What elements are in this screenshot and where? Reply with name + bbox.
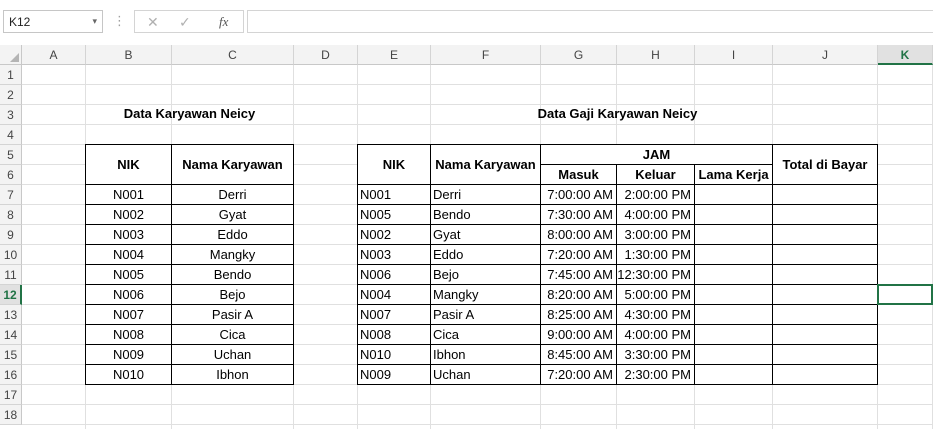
row-header-9[interactable]: 9 <box>0 225 22 245</box>
table2-cell-nama[interactable]: Ibhon <box>430 344 541 365</box>
table2-cell-lama-kerja[interactable] <box>694 264 773 285</box>
gridline-horizontal <box>22 84 933 85</box>
column-header-a[interactable]: A <box>22 45 86 65</box>
table1-cell-nama[interactable]: Uchan <box>171 344 294 365</box>
table2-cell-keluar[interactable]: 3:00:00 PM <box>616 224 695 245</box>
table2-header-nama[interactable]: Nama Karyawan <box>430 144 541 185</box>
table2-cell-lama-kerja[interactable] <box>694 204 773 225</box>
column-header-h[interactable]: H <box>617 45 695 65</box>
table2-cell-lama-kerja[interactable] <box>694 344 773 365</box>
table2-cell-lama-kerja[interactable] <box>694 304 773 325</box>
table2-cell-nama[interactable]: Gyat <box>430 224 541 245</box>
table2-cell-total[interactable] <box>772 344 878 365</box>
table2-cell-keluar[interactable]: 3:30:00 PM <box>616 344 695 365</box>
table1-header-nama[interactable]: Nama Karyawan <box>171 144 294 185</box>
table2-cell-masuk[interactable]: 9:00:00 AM <box>540 324 617 345</box>
table2-cell-nama[interactable]: Bendo <box>430 204 541 225</box>
table2-cell-nama[interactable]: Cica <box>430 324 541 345</box>
table2-cell-keluar[interactable]: 5:00:00 PM <box>616 284 695 305</box>
table2-cell-keluar[interactable]: 4:00:00 PM <box>616 324 695 345</box>
row-header-5[interactable]: 5 <box>0 145 22 165</box>
table2-cell-nik[interactable]: N004 <box>357 284 431 305</box>
table1-cell-nama[interactable]: Derri <box>171 184 294 205</box>
table1-cell-nama[interactable]: Eddo <box>171 224 294 245</box>
table2-cell-keluar[interactable]: 12:30:00 PM <box>616 264 695 285</box>
gridline-horizontal <box>22 404 933 405</box>
select-all-button[interactable] <box>0 45 22 65</box>
table1-cell-nik[interactable]: N001 <box>85 184 172 205</box>
table2-cell-masuk[interactable]: 7:30:00 AM <box>540 204 617 225</box>
column-header-c[interactable]: C <box>172 45 294 65</box>
select-all-icon <box>10 53 19 62</box>
table2-header-nik[interactable]: NIK <box>357 144 431 185</box>
table2-cell-nama[interactable]: Uchan <box>430 364 541 385</box>
table1-title[interactable]: Data Karyawan Neicy <box>123 106 256 121</box>
name-box[interactable] <box>3 10 103 33</box>
active-cell-selection[interactable] <box>877 284 933 305</box>
table2-cell-nik[interactable]: N002 <box>357 224 431 245</box>
table1-cell-nik[interactable]: N009 <box>85 344 172 365</box>
table2-cell-lama-kerja[interactable] <box>694 224 773 245</box>
table1-cell-nik[interactable]: N010 <box>85 364 172 385</box>
cancel-icon[interactable]: ✕ <box>147 14 159 30</box>
gridline-horizontal <box>22 424 933 425</box>
row-header-10[interactable]: 10 <box>0 245 22 265</box>
table2-cell-total[interactable] <box>772 224 878 245</box>
row-header-4[interactable]: 4 <box>0 125 22 145</box>
table2-cell-nama[interactable]: Bejo <box>430 264 541 285</box>
row-header-8[interactable]: 8 <box>0 205 22 225</box>
column-header-b[interactable]: B <box>86 45 172 65</box>
column-header-d[interactable]: D <box>294 45 358 65</box>
table1-cell-nik[interactable]: N002 <box>85 204 172 225</box>
table2-cell-masuk[interactable]: 7:20:00 AM <box>540 364 617 385</box>
table2-cell-masuk[interactable]: 8:25:00 AM <box>540 304 617 325</box>
table1-cell-nama[interactable]: Pasir A <box>171 304 294 325</box>
table1-cell-nik[interactable]: N005 <box>85 264 172 285</box>
table1-cell-nama[interactable]: Bendo <box>171 264 294 285</box>
column-header-e[interactable]: E <box>358 45 431 65</box>
table1-cell-nik[interactable]: N007 <box>85 304 172 325</box>
row-header-12[interactable]: 12 <box>0 285 22 305</box>
table2-cell-total[interactable] <box>772 304 878 325</box>
table2-cell-total[interactable] <box>772 364 878 385</box>
table2-cell-nama[interactable]: Mangky <box>430 284 541 305</box>
table1-cell-nama[interactable]: Mangky <box>171 244 294 265</box>
row-header-7[interactable]: 7 <box>0 185 22 205</box>
cells-area[interactable] <box>22 65 933 429</box>
row-header-13[interactable]: 13 <box>0 305 22 325</box>
table2-cell-total[interactable] <box>772 264 878 285</box>
column-header-k[interactable]: K <box>878 45 933 65</box>
table2-cell-total[interactable] <box>772 184 878 205</box>
row-header-2[interactable]: 2 <box>0 85 22 105</box>
table1-cell-nik[interactable]: N004 <box>85 244 172 265</box>
table2-cell-nama[interactable]: Eddo <box>430 244 541 265</box>
table2-cell-masuk[interactable]: 7:00:00 AM <box>540 184 617 205</box>
table2-cell-masuk[interactable]: 7:20:00 AM <box>540 244 617 265</box>
table2-cell-masuk[interactable]: 8:45:00 AM <box>540 344 617 365</box>
table2-cell-nik[interactable]: N006 <box>357 264 431 285</box>
table2-header-jam[interactable]: JAM <box>540 144 773 165</box>
row-header-3[interactable]: 3 <box>0 105 22 125</box>
table1-cell-nik[interactable]: N008 <box>85 324 172 345</box>
column-header-j[interactable]: J <box>773 45 878 65</box>
row-header-6[interactable]: 6 <box>0 165 22 185</box>
column-header-f[interactable]: F <box>431 45 541 65</box>
table1-cell-nama[interactable]: Cica <box>171 324 294 345</box>
table2-cell-nama[interactable]: Derri <box>430 184 541 205</box>
enter-icon[interactable]: ✓ <box>179 14 191 30</box>
row-header-11[interactable]: 11 <box>0 265 22 285</box>
table2-cell-lama-kerja[interactable] <box>694 364 773 385</box>
table2-cell-lama-kerja[interactable] <box>694 244 773 265</box>
worksheet-grid <box>0 45 933 429</box>
table2-header-keluar[interactable]: Keluar <box>616 164 695 185</box>
more-options-icon[interactable]: ⋮ <box>113 13 126 28</box>
table2-header-lama-kerja[interactable]: Lama Kerja <box>694 164 773 185</box>
table1-cell-nama[interactable]: Ibhon <box>171 364 294 385</box>
table2-cell-keluar[interactable]: 2:30:00 PM <box>616 364 695 385</box>
row-header-14[interactable]: 14 <box>0 325 22 345</box>
row-header-17[interactable]: 17 <box>0 385 22 405</box>
table1-cell-nama[interactable]: Gyat <box>171 204 294 225</box>
row-header-16[interactable]: 16 <box>0 365 22 385</box>
table2-header-masuk[interactable]: Masuk <box>540 164 617 185</box>
table2-cell-masuk[interactable]: 8:20:00 AM <box>540 284 617 305</box>
table2-cell-total[interactable] <box>772 284 878 305</box>
table1-cell-nama[interactable]: Bejo <box>171 284 294 305</box>
table2-cell-total[interactable] <box>772 204 878 225</box>
name-box-value: K12 <box>9 15 31 29</box>
table2-cell-keluar[interactable]: 4:30:00 PM <box>616 304 695 325</box>
table2-cell-total[interactable] <box>772 244 878 265</box>
table1-header-nik[interactable]: NIK <box>85 144 172 185</box>
insert-function-icon[interactable]: fx <box>219 14 229 29</box>
table2-cell-lama-kerja[interactable] <box>694 184 773 205</box>
table2-cell-nama[interactable]: Pasir A <box>430 304 541 325</box>
table2-header-total[interactable]: Total di Bayar <box>772 144 878 185</box>
table2-cell-nik[interactable]: N010 <box>357 344 431 365</box>
table2-cell-masuk[interactable]: 7:45:00 AM <box>540 264 617 285</box>
table2-cell-nik[interactable]: N007 <box>357 304 431 325</box>
table2-cell-nik[interactable]: N009 <box>357 364 431 385</box>
table2-cell-total[interactable] <box>772 324 878 345</box>
row-header-15[interactable]: 15 <box>0 345 22 365</box>
chevron-down-icon[interactable]: ▾ <box>92 16 97 26</box>
table2-cell-nik[interactable]: N003 <box>357 244 431 265</box>
formula-bar <box>0 0 933 44</box>
table2-cell-masuk[interactable]: 8:00:00 AM <box>540 224 617 245</box>
table2-cell-nik[interactable]: N001 <box>357 184 431 205</box>
column-header-g[interactable]: G <box>541 45 617 65</box>
row-header-1[interactable]: 1 <box>0 65 22 85</box>
table1-cell-nik[interactable]: N003 <box>85 224 172 245</box>
formula-buttons <box>134 10 244 33</box>
table2-cell-lama-kerja[interactable] <box>694 284 773 305</box>
table2-cell-nik[interactable]: N008 <box>357 324 431 345</box>
table2-cell-lama-kerja[interactable] <box>694 324 773 345</box>
table1-cell-nik[interactable]: N006 <box>85 284 172 305</box>
table2-cell-keluar[interactable]: 4:00:00 PM <box>616 204 695 225</box>
table2-cell-keluar[interactable]: 2:00:00 PM <box>616 184 695 205</box>
row-header-18[interactable]: 18 <box>0 405 22 425</box>
table2-cell-nik[interactable]: N005 <box>357 204 431 225</box>
column-header-i[interactable]: I <box>695 45 773 65</box>
formula-input[interactable] <box>247 10 933 33</box>
table2-cell-keluar[interactable]: 1:30:00 PM <box>616 244 695 265</box>
table2-title[interactable]: Data Gaji Karyawan Neicy <box>537 106 698 121</box>
